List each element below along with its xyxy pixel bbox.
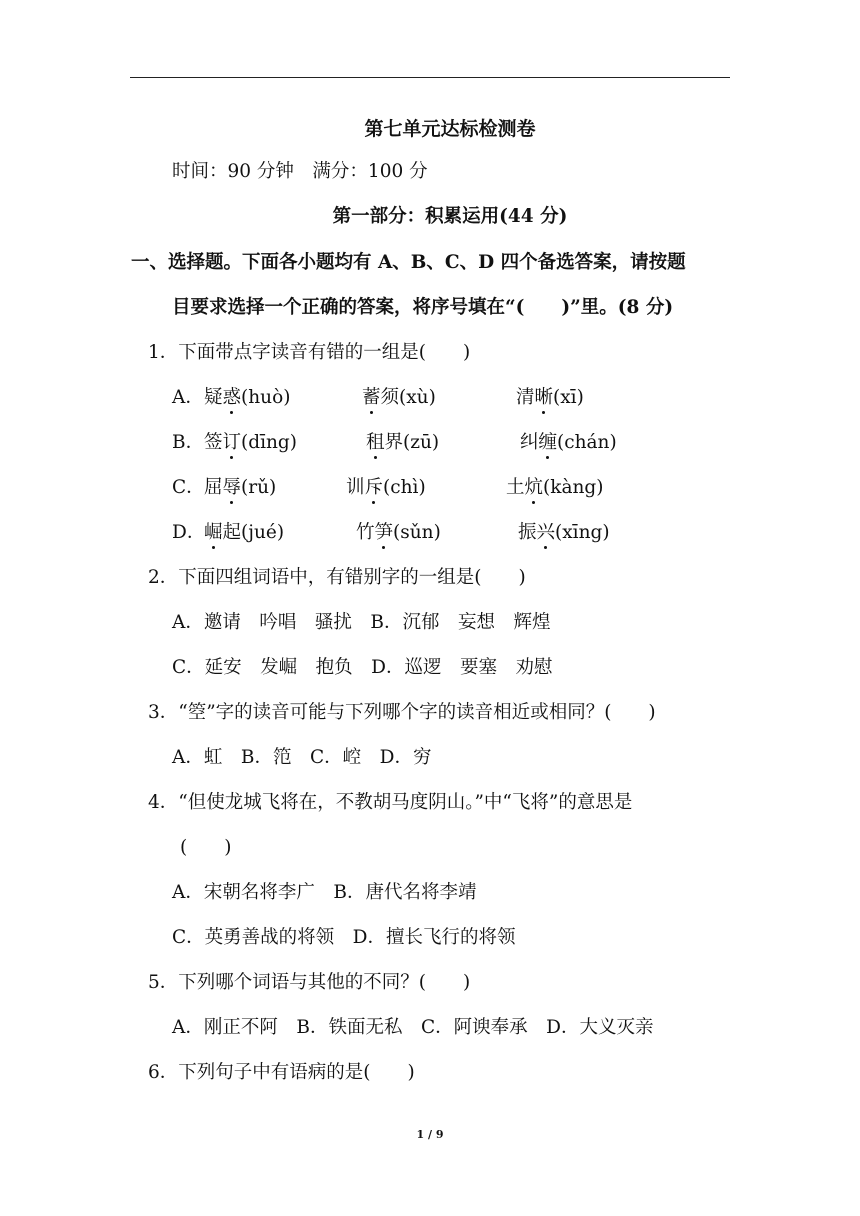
page-title: 第七单元达标检测卷 xyxy=(364,118,536,140)
question-5-options: A．刚正不阿 B．铁面无私 C．阿谀奉承 D．大义灭亲 xyxy=(172,1017,654,1038)
exam-meta: 时间：90 分钟 满分：100 分 xyxy=(172,161,428,182)
option-word: 租界(zū) xyxy=(366,432,440,453)
option-word: 疑惑(huò) xyxy=(204,387,291,408)
option-label: D． xyxy=(172,522,206,543)
option-word: 土炕(kàng) xyxy=(506,477,604,498)
question-4-answer-paren: ( ) xyxy=(180,837,232,858)
option-word: 振兴(xīng) xyxy=(518,522,610,543)
question-4-options-row-2: C．英勇善战的将领 D．擅长飞行的将领 xyxy=(172,927,516,948)
option-word: 清晰(xī) xyxy=(516,387,584,408)
question-2-options-row-2: C．延安 发崛 抱负 D．巡逻 要塞 劝慰 xyxy=(172,657,553,678)
option-word: 训斥(chì) xyxy=(346,477,426,498)
question-1-stem: 1．下面带点字读音有错的一组是( ) xyxy=(148,342,471,363)
option-label: B． xyxy=(172,432,205,453)
question-2-options-row-1: A．邀请 吟唱 骚扰 B．沉郁 妄想 辉煌 xyxy=(172,612,551,633)
dotted-character: 炕 xyxy=(524,477,544,498)
dotted-character: 缠 xyxy=(538,432,558,453)
question-5-stem: 5．下列哪个词语与其他的不同？( ) xyxy=(148,972,471,993)
dotted-character: 兴 xyxy=(536,522,556,543)
dotted-character: 蓄 xyxy=(362,387,381,408)
question-2-stem: 2．下面四组词语中，有错别字的一组是( ) xyxy=(148,567,526,588)
dotted-character: 辱 xyxy=(222,477,242,498)
dotted-character: 订 xyxy=(222,432,242,453)
option-label: C． xyxy=(172,477,205,498)
header-rule xyxy=(130,77,730,78)
dotted-character: 笋 xyxy=(374,522,394,543)
option-word: 签订(dīng) xyxy=(204,432,297,453)
option-label: A． xyxy=(172,387,204,408)
question-4-stem: 4．“但使龙城飞将在，不教胡马度阴山。”中“飞将”的意思是 xyxy=(148,792,633,813)
page-number: 1 / 9 xyxy=(416,1128,444,1141)
question-3-options: A．虹 B．笵 C．崆 D．穷 xyxy=(172,747,432,768)
option-word: 竹笋(sǔn) xyxy=(356,522,441,543)
dotted-character: 惑 xyxy=(222,387,242,408)
question-6-stem: 6．下列句子中有语病的是( ) xyxy=(148,1062,415,1083)
section-heading-cont: 目要求选择一个正确的答案，将序号填在“( )”里。(8 分) xyxy=(172,297,674,318)
option-word: 崛起(jué) xyxy=(204,522,285,543)
option-word: 蓄须(xù) xyxy=(362,387,436,408)
option-word: 屈辱(rǔ) xyxy=(204,477,277,498)
dotted-character: 租 xyxy=(366,432,385,453)
section-heading: 一、选择题。下面各小题均有 A、B、C、D 四个备选答案，请按题 xyxy=(131,252,686,273)
dotted-character: 崛 xyxy=(204,522,223,543)
question-4-options-row-1: A．宋朝名将李广 B．唐代名将李靖 xyxy=(172,882,477,903)
part-heading: 第一部分：积累运用(44 分) xyxy=(332,206,568,227)
question-3-stem: 3．“箜”字的读音可能与下列哪个字的读音相近或相同？( ) xyxy=(148,702,656,723)
dotted-character: 斥 xyxy=(364,477,384,498)
option-word: 纠缠(chán) xyxy=(520,432,617,453)
dotted-character: 晰 xyxy=(534,387,554,408)
